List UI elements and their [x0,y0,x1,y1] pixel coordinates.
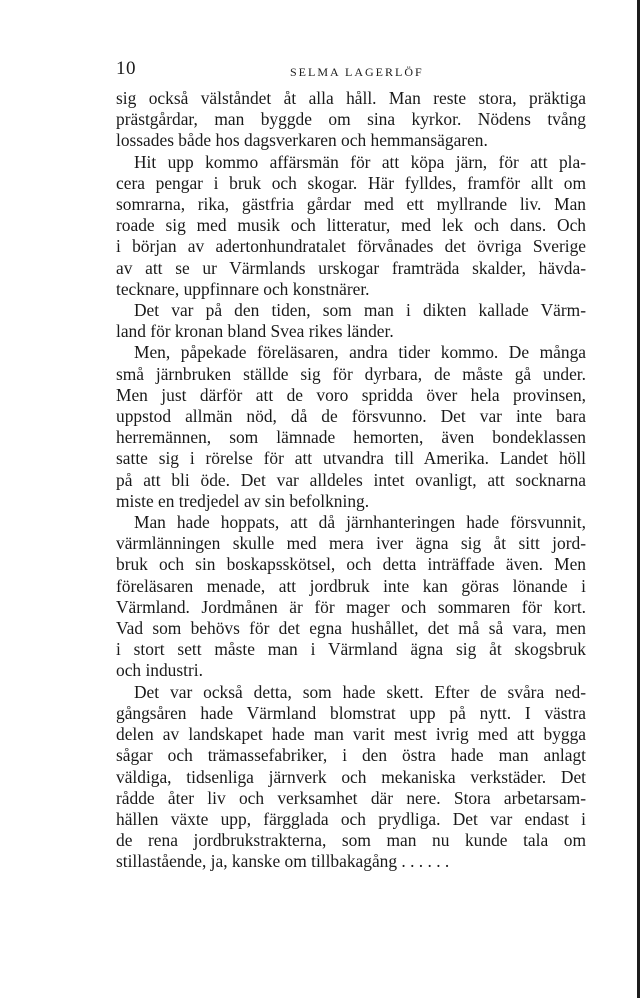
text-line: Men, påpekade föreläsaren, andra tider kommo. De många [134,342,586,363]
paragraph [116,682,586,873]
text-line: väldiga, tidsenliga järnverk och mekaniska verkstäder. Det [116,766,586,787]
text-line: cera pengar i bruk och skogar. Här fylldes, framför allt om [116,172,586,193]
text-line: Hit upp kommo affärsmän för att köpa järn, för att pla- [134,151,586,172]
text-line: satte sig i rörelse för att utvandra till Amerika. Landet höll [116,448,586,469]
paragraph [116,300,586,342]
text-line: i stort sett måste man i Värmland ägna sig åt skogsbruk [116,639,586,660]
text-line: Värmland. Jordmånen är för mager och sommaren för kort. [116,596,586,617]
text-line: hällen växte upp, färgglada och prydliga. Det var endast i [116,808,586,829]
text-line: sig också välståndet åt alla håll. Man reste stora, präktiga [116,88,586,108]
page-number: 10 [116,58,136,79]
text-line: värmlänningen skulle med mera iver ägna sig åt sitt jord- [116,533,586,554]
text-line: gångsåren hade Värmland blomstrat upp på nytt. I västra [116,702,586,723]
text-line: i början av adertonhundratalet förvånades det övriga Sverige [116,236,586,257]
text-line: tecknare, uppfinnare och konstnärer. [116,278,370,299]
text-line: och industri. [116,660,203,681]
text-line: delen av landskapet hade man varit mest ivrig med att bygga [116,724,586,745]
text-line: små järnbruken ställde sig för dyrbara, de måste gå under. [116,363,586,384]
paragraph [116,152,586,300]
text-line: bruk och sin boskapsskötsel, och detta inträffade även. Men [116,554,586,575]
text-line: av att se ur Värmlands urskogar framträda skalder, hävda- [116,257,586,278]
text-line: prästgårdar, man byggde om sina kyrkor. Nödens tvång [116,109,586,130]
paragraph [116,342,586,512]
text-line: sågar och trämassefabriker, i den östra hade man anlagt [116,745,586,766]
text-line: Vad som behövs för det egna hushållet, det må så vara, men [116,618,586,639]
paragraph [116,512,586,682]
text-line: rådde åter liv och verksamhet där nere. Stora arbetarsam- [116,787,586,808]
text-line: Men just därför att de voro spridda över hela provinsen, [116,384,586,405]
book-page [116,58,586,873]
text-line: roade sig med musik och litteratur, med lek och dans. Och [116,215,586,236]
paragraph [116,88,586,152]
text-line: Det var på den tiden, som man i dikten kallade Värm- [134,300,586,321]
text-line: på att bli öde. Det var alldeles intet ovanligt, att socknarna [116,469,586,490]
page-header [116,58,586,88]
text-line: Det var också detta, som hade skett. Efter de svåra ned- [134,681,586,702]
text-line: land för kronan bland Svea rikes länder. [116,321,394,342]
text-line: Man hade hoppats, att då järnhanteringen hade försvunnit, [134,512,586,533]
text-line: miste en tredjedel av sin befolkning. [116,490,370,511]
text-line: somrarna, rika, gästfria gårdar med ett myllrande liv. Man [116,194,586,215]
text-line: stillastående, ja, kanske om tillbakagång . . . . . . [116,851,450,872]
text-line: uppstod allmän nöd, då de försvunno. Det var inte bara [116,406,586,427]
body-text [116,88,586,873]
text-line: lossades både hos dagsverkaren och hemmansägaren. [116,130,488,151]
running-head-author: SELMA LAGERLÖF [290,65,424,79]
text-line: herremännen, som lämnade hemorten, även bondeklassen [116,427,586,448]
text-line: de rena jordbrukstrakterna, som man nu kunde tala om [116,830,586,851]
text-line: föreläsaren menade, att jordbruk inte kan göras lönande i [116,575,586,596]
